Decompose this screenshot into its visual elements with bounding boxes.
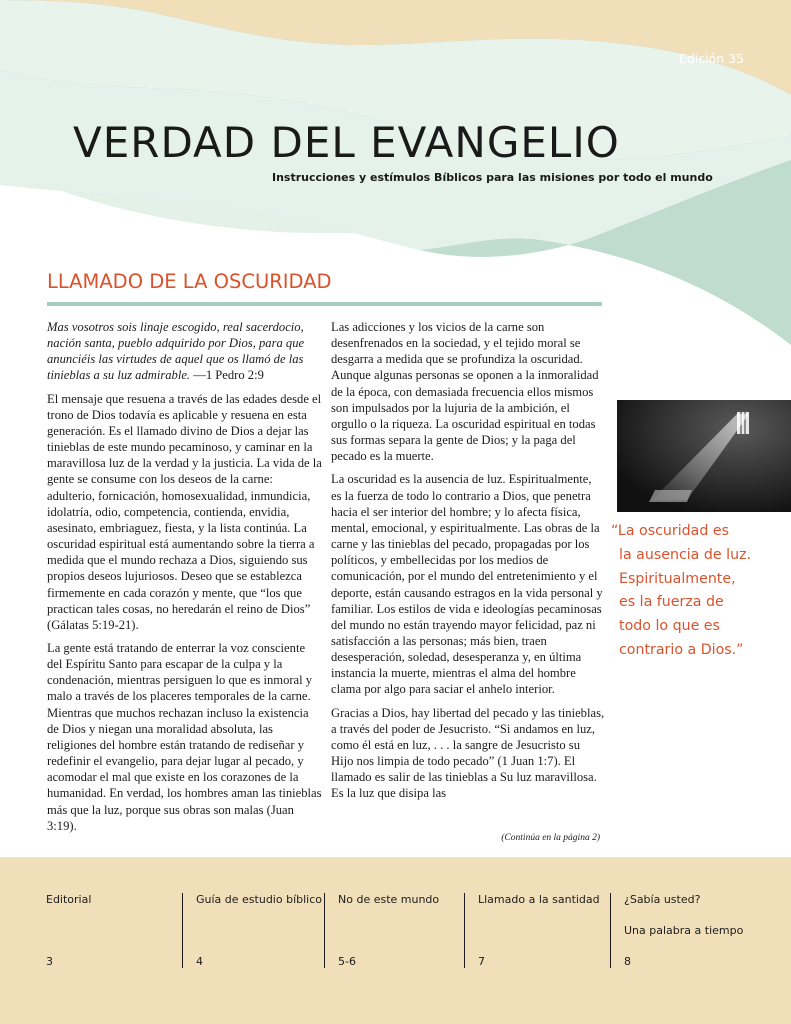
toc-item-label: Guía de estudio bíblico — [196, 893, 322, 906]
toc-item-page: 7 — [478, 955, 485, 968]
toc-item-page: 5-6 — [338, 955, 356, 968]
toc-item-guia-estudio[interactable] — [182, 893, 323, 968]
toc-item-label: Llamado a la santidad — [478, 893, 600, 906]
pull-quote-line: Espiritualmente, — [619, 570, 736, 587]
title-divider — [47, 302, 602, 306]
toc-item-page: 8 — [624, 955, 631, 968]
publication-subtitle: Instrucciones y estímulos Bíblicos para las misiones por todo el mundo — [272, 171, 713, 184]
toc-item-page: 4 — [196, 955, 203, 968]
pull-quote-line: contrario a Dios.” — [619, 641, 744, 658]
paragraph: El mensaje que resuena a través de las edades desde el trono de Dios todavía es aplicable y resuena en esta generación. Es el llamado divino de Dios a dejar las tinieblas de este mundo pecaminoso, y caminar en la maravillosa luz de la verdad y la justicia. La vida de la gente se consume con los deseos de la carne: adulterio, fornicación, homosexualidad, inmundicia, idolatría, odio, competencia, contienda, envidia, asesinato, embriaguez, fiesta, y la lista continúa. La oscuridad espiritual está aumentando sobre la tierra a medida que el mundo rechaza a Dios, siguiendo sus propios deseos lujuriosos. Deseo que se establezca firmemente en cada corazón y mente, que “los que practican tales cosas, no heredarán el reino de Dios” (Gálatas 5:19-21). — [47, 391, 322, 632]
pull-quote-line: es la fuerza de — [619, 594, 724, 611]
pull-quote-line: “La oscuridad es — [611, 523, 729, 539]
article-column-1 — [47, 319, 323, 841]
toc-item-label: No de este mundo — [338, 893, 440, 906]
scripture-intro — [47, 319, 323, 384]
toc-item-label: ¿Sabía usted? — [624, 893, 701, 906]
pull-quote-line: la ausencia de luz. — [619, 546, 752, 563]
paragraph: Las adicciones y los vicios de la carne son desenfrenados en la sociedad, y el tejido moral se desgarra a medida que se profundiza la oscuridad. Aunque algunas personas se oponen a la inmoralidad de la época, con demasiada frecuencia ellos mismos son impulsados por la lujuria de la ambición, el orgullo o la riqueza. La oscuridad espiritual en todas sus formas separa la gente de Dios; y la paga del pecado es la muerte. — [331, 320, 599, 464]
paragraph: La oscuridad es la ausencia de luz. Espiritualmente, es la fuerza de todo lo contrario a Dios, que penetra hacia el ser interior del hombre; y lo afecta física, mental, emocional, y espiritualmente. Las obras de la carne y las tinieblas del pecado, propagadas por los políticos, y embellecidas por los medios de comunicación, por el mundo del entretenimiento y el deporte, están causando estragos en la vida personal y familiar. Los estilos de vida e ideologías pecaminosas del mundo no están trayendo mayor felicidad, paz ni satisfacción a las personas; más bien, traen desesperación, soledad, desesperanza y, en última instancia la muerte, mientras el alma del hombre clama por algo para saciar el anhelo interior. — [331, 472, 603, 697]
article-column-2 — [331, 319, 605, 809]
article-title: LLAMADO DE LA OSCURIDAD — [47, 270, 332, 293]
dark-room-window-image — [617, 400, 791, 512]
scripture-quote: Mas vosotros sois linaje escogido, real sacerdocio, nación santa, pueblo adquirido por Dios, para que anunciéis las virtudes de aquel que os llamó de las tinieblas a su luz admirable. — [47, 320, 305, 383]
toc-item-editorial[interactable] — [46, 893, 166, 968]
continued-note: (Continúa en la página 2) — [501, 833, 600, 843]
toc-item-page: 3 — [46, 955, 53, 968]
toc-item-label: Editorial — [46, 893, 92, 906]
edition-number: Edición 35 — [678, 51, 744, 66]
toc-item-no-de-este-mundo[interactable] — [324, 893, 465, 968]
scripture-reference: —1 Pedro 2:9 — [190, 368, 264, 383]
pull-quote-line: todo lo que es — [619, 618, 720, 635]
toc-item-sabia-usted[interactable] — [610, 893, 773, 968]
pull-quote — [611, 520, 791, 663]
paragraph: Gracias a Dios, hay libertad del pecado y las tinieblas, a través del poder de Jesucristo. “Si andamos en luz, como él está en luz, . . . la sangre de Jesucristo su Hijo nos limpia de todo pecado” (1 Juan 1:7). El llamado es salir de las tinieblas a Su luz maravillosa. Es la luz que disipa las — [331, 705, 605, 801]
paragraph: La gente está tratando de enterrar la voz consciente del Espíritu Santo para escapar de la culpa y la condenación, mientras persiguen lo que es inmoral y malo a través de los placeres temporales de la carne. Mientras que muchos rechazan incluso la existencia de Dios y niegan una moralidad absoluta, las religiones del hombre están tratando de rediseñar y redefinir el evangelio, para dejar lugar al pecado, y acomodar el mal que existe en los corazones de la humanidad. En verdad, los hombres aman las tinieblas más que la luz, porque sus obras son malas (Juan 3:19). — [47, 640, 322, 833]
toc-item-llamado-santidad[interactable] — [464, 893, 609, 968]
toc-item-label-secondary: Una palabra a tiempo — [624, 924, 744, 937]
publication-title: VERDAD DEL EVANGELIO — [73, 118, 620, 167]
